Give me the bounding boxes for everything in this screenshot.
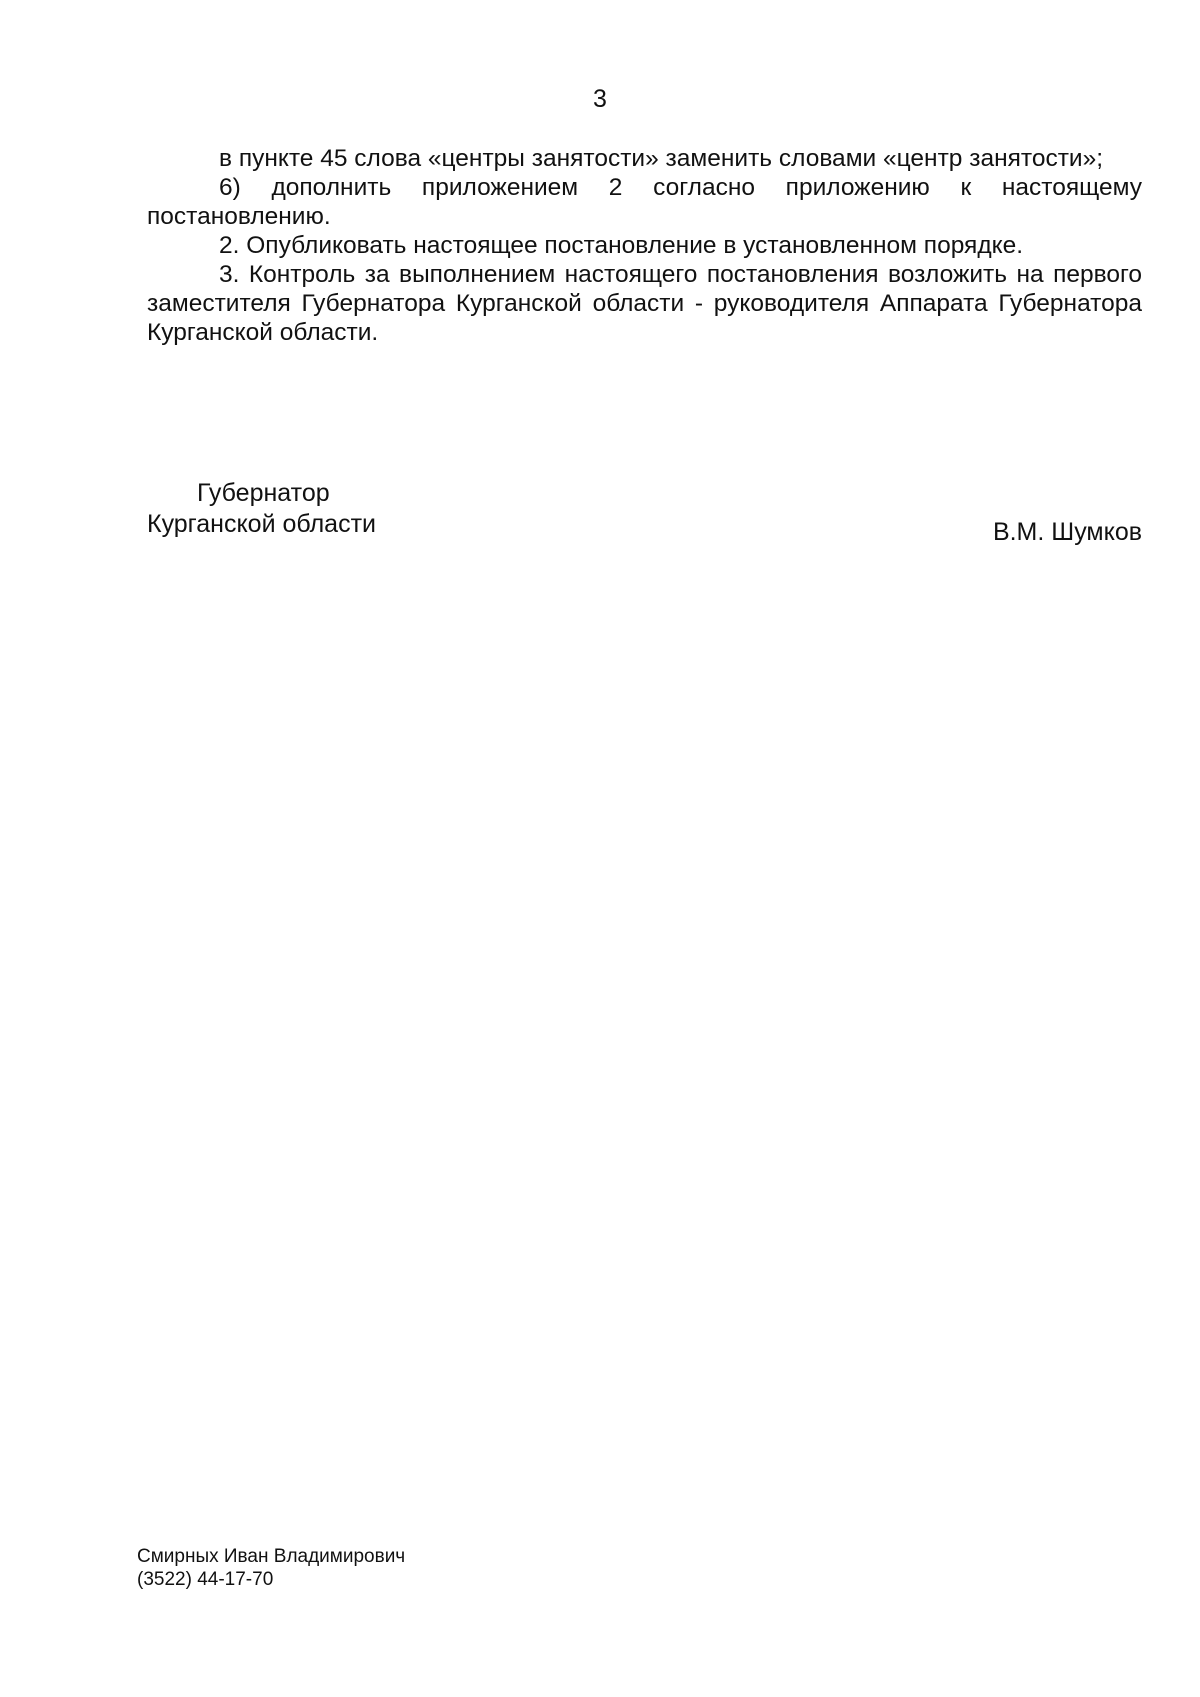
paragraph-amend-item-45: в пункте 45 слова «центры занятости» заменить словами «центр занятости»; [219, 145, 1104, 172]
signatory-title-line2: Курганской области [147, 510, 377, 538]
executor-phone: (3522) 44-17-70 [137, 1569, 274, 1590]
executor-info [137, 1545, 405, 1591]
paragraph-add-appendix: 6) дополнить приложением 2 согласно приложению к настоящему постановлению. [147, 174, 1142, 230]
paragraph-publish: 2. Опубликовать настоящее постановление в установленном порядке. [219, 232, 1024, 259]
paragraph-control: 3. Контроль за выполнением настоящего постановления возложить на первого заместителя Губернатора Курганской области - руководителя Аппарата Губернатора Курганской области. [147, 261, 1142, 346]
executor-name: Смирных Иван Владимирович [137, 1546, 406, 1567]
document-body [147, 144, 1142, 347]
signatory-title-line1: Губернатор [197, 479, 330, 507]
signatory-name: В.М. Шумков [992, 518, 1142, 546]
page-number: 3 [593, 85, 607, 113]
signatory-title [147, 478, 376, 540]
